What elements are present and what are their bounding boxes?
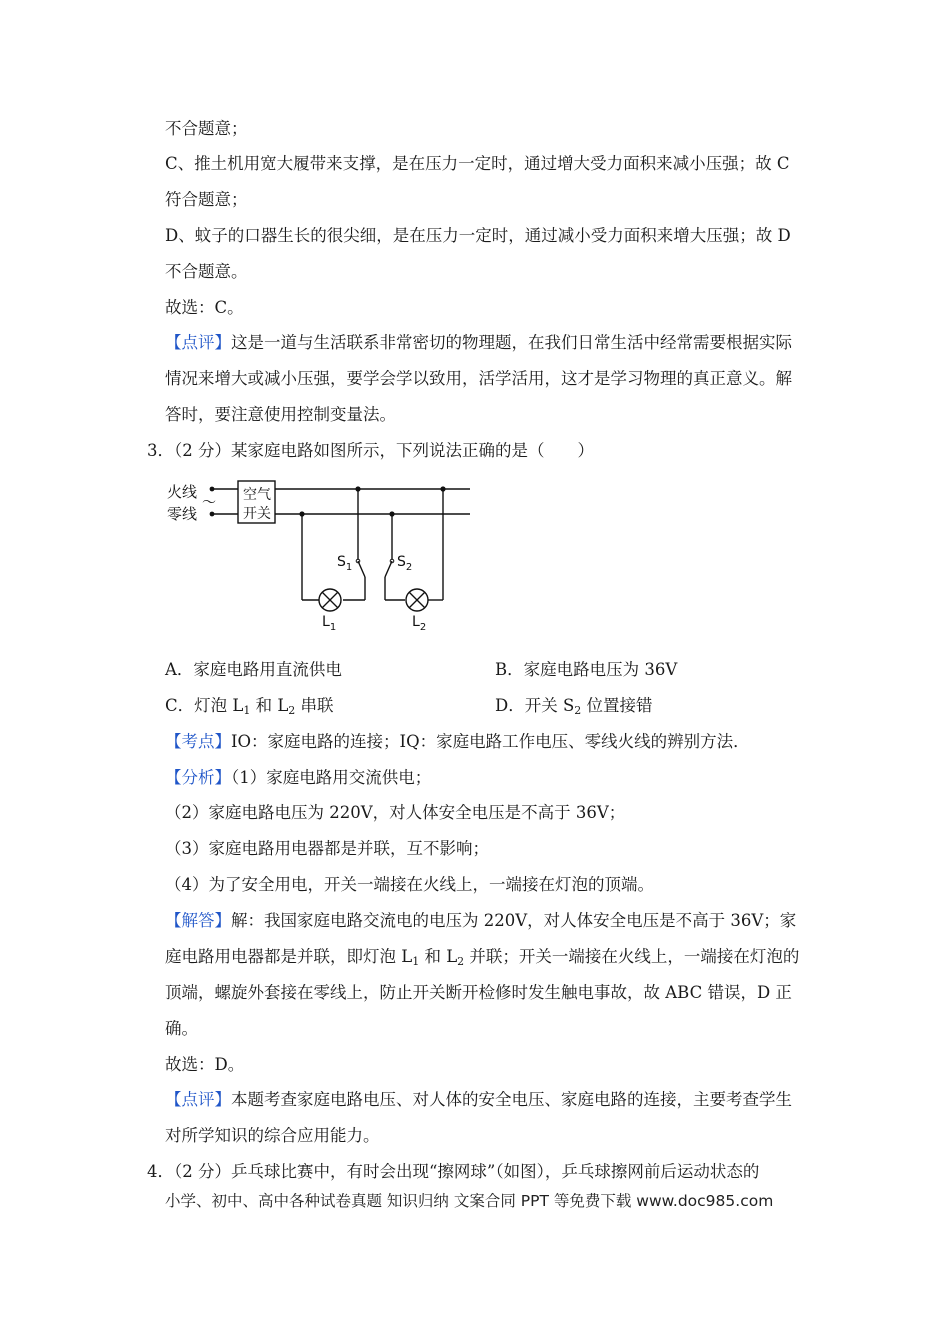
- option-c: C．灯泡 $L_1$ 和 $L_2$ 串联: [165, 696, 334, 717]
- analysis-line: （4）为了安全用电，开关一端接在火线上，一端接在灯泡的顶端。: [165, 875, 654, 894]
- s1-label: $S_1$: [337, 554, 353, 573]
- review-tag: 【点评】: [165, 1090, 231, 1109]
- switch-s2: [385, 561, 392, 577]
- answer-line: 故选：C。: [165, 298, 244, 317]
- l2-label: $L_2$: [412, 614, 427, 633]
- neutral-terminal: [210, 512, 215, 517]
- option-b: B．家庭电路电压为 36V: [495, 660, 678, 679]
- analysis-line: 【分析】（1）家庭电路用交流供电；: [165, 768, 432, 787]
- neutral-wire-label: 零线: [167, 505, 198, 523]
- solution-line: 顶端，螺旋外套接在零线上，防止开关断开检修时发生触电事故，故 ABC 错误，D 正: [165, 983, 792, 1002]
- review-line: 【点评】本题考查家庭电路电压、对人体的安全电压、家庭电路的连接，主要考查学生: [165, 1090, 792, 1109]
- switch-s1: [358, 561, 365, 577]
- solution-tag: 【解答】: [165, 911, 231, 930]
- text-line: 符合题意；: [165, 190, 248, 209]
- knowledge-point-line: 【考点】IO：家庭电路的连接；IQ：家庭电路工作电压、零线火线的辨别方法．: [165, 732, 750, 751]
- solution-line: 庭电路用电器都是并联，即灯泡 $L_1$ 和 $L_2$ 并联；开关一端接在火线上，一端接在灯泡的: [165, 947, 800, 968]
- breaker-label-2: 开关: [243, 506, 271, 522]
- text-line: 情况来增大或减小压强，要学会学以致用，活学活用，这才是学习物理的真正意义。解: [165, 369, 792, 388]
- review-line: 对所学知识的综合应用能力。: [165, 1126, 380, 1145]
- live-terminal: [210, 487, 215, 492]
- text-line: 不合题意。: [165, 262, 248, 281]
- text-line: D、蚊子的口器生长的很尖细，是在压力一定时，通过减小受力面积来增大压强；故 D: [165, 226, 791, 245]
- breaker-label-1: 空气: [243, 487, 271, 503]
- point-tag: 【考点】: [165, 732, 231, 751]
- circuit-diagram: [165, 476, 485, 634]
- text-line: C、推土机用宽大履带来支撑，是在压力一定时，通过增大受力面积来减小压强；故 C: [165, 154, 790, 173]
- ac-symbol: ～: [202, 495, 216, 511]
- option-d: D．开关 $S_2$ 位置接错: [495, 696, 653, 717]
- review-tag: 【点评】: [165, 333, 231, 352]
- solution-line: 确。: [165, 1019, 198, 1038]
- answer-line: 故选：D。: [165, 1055, 245, 1074]
- s2-label: $S_2$: [397, 554, 413, 573]
- analysis-line: （2）家庭电路电压为 220V，对人体安全电压是不高于 36V；: [165, 803, 626, 822]
- text-line: 不合题意；: [165, 119, 248, 138]
- analysis-line: （3）家庭电路用电器都是并联，互不影响；: [165, 839, 489, 858]
- live-wire-label: 火线: [167, 483, 198, 501]
- analysis-tag: 【分析】: [165, 768, 231, 787]
- question-4-stem: 4．（2 分）乒乓球比赛中，有时会出现“擦网球”（如图），乒乓球擦网前后运动状态的: [147, 1162, 760, 1181]
- option-a: A．家庭电路用直流供电: [165, 660, 342, 679]
- question-3-stem: 3．（2 分）某家庭电路如图所示，下列说法正确的是（ ）: [147, 441, 594, 460]
- text-line: 答时，要注意使用控制变量法。: [165, 405, 396, 424]
- l1-label: $L_1$: [322, 614, 337, 633]
- review-text: 这是一道与生活联系非常密切的物理题，在我们日常生活中经常需要根据实际: [231, 333, 792, 352]
- solution-line: 【解答】解：我国家庭电路交流电的电压为 220V，对人体安全电压是不高于 36V；家: [165, 911, 797, 930]
- page-footer: 小学、初中、高中各种试卷真题 知识归纳 文案合同 PPT 等免费下载 www.doc985.com: [165, 1192, 774, 1210]
- review-line: [165, 332, 792, 354]
